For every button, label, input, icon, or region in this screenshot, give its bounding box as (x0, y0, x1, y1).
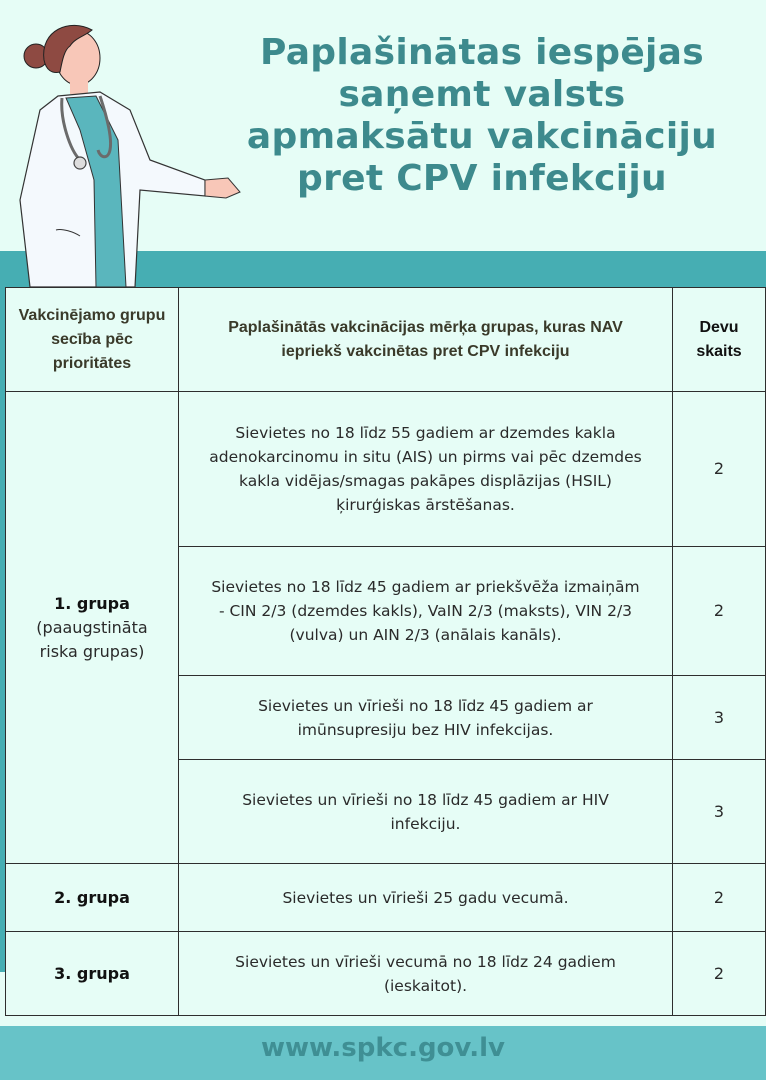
group-description: Sievietes un vīrieši 25 gadu vecumā. (179, 864, 673, 932)
group-description: Sievietes un vīrieši no 18 līdz 45 gadiem ar imūnsupresiju bez HIV infekcijas. (179, 676, 673, 760)
table-row (6, 864, 766, 932)
table-row (6, 392, 766, 547)
footer (0, 1026, 766, 1080)
header-dose-count: Devu skaits (673, 288, 766, 392)
group-note: (paaugstināta riska grupas) (36, 617, 148, 661)
dose-count: 2 (673, 932, 766, 1016)
page-title (222, 32, 742, 200)
group-name: 1. grupa (54, 593, 130, 613)
group-description: Sievietes un vīrieši no 18 līdz 45 gadiem ar HIV infekciju. (179, 760, 673, 864)
footer-url[interactable]: www.spkc.gov.lv (261, 1033, 505, 1063)
group-name: 3. grupa (54, 963, 130, 983)
vaccination-groups-table (5, 287, 766, 1016)
title-line: Paplašinātas iespējas (260, 32, 704, 73)
dose-count: 2 (673, 547, 766, 676)
group-cell-1 (6, 392, 179, 864)
title-line: apmaksātu vakcināciju (246, 116, 718, 157)
group-description: Sievietes un vīrieši vecumā no 18 līdz 24 gadiem (ieskaitot). (179, 932, 673, 1016)
header-priority-order: Vakcinējamo grupu secība pēc prioritātes (6, 288, 179, 392)
table-header-row (6, 288, 766, 392)
group-description: Sievietes no 18 līdz 45 gadiem ar priekšvēža izmaiņām - CIN 2/3 (dzemdes kakls), VaIN 2/3 (maksts), VIN 2/3 (vulva) un AIN 2/3 (anālais kanāls). (179, 547, 673, 676)
table-row (6, 932, 766, 1016)
doctor-illustration (0, 0, 250, 290)
group-cell-2 (6, 864, 179, 932)
dose-count: 2 (673, 392, 766, 547)
group-name: 2. grupa (54, 887, 130, 907)
dose-count: 3 (673, 760, 766, 864)
title-line: saņemt valsts (338, 74, 626, 115)
title-line: pret CPV infekciju (297, 158, 667, 199)
header-target-groups: Paplašinātās vakcinācijas mērķa grupas, kuras NAV iepriekš vakcinētas pret CPV infekciju (179, 288, 673, 392)
group-cell-3 (6, 932, 179, 1016)
group-description: Sievietes no 18 līdz 55 gadiem ar dzemdes kakla adenokarcinomu in situ (AIS) un pirms vai pēc dzemdes kakla vidējas/smagas pakāpes displāzijas (HSIL) ķirurģiskas ārstēšanas. (179, 392, 673, 547)
dose-count: 3 (673, 676, 766, 760)
dose-count: 2 (673, 864, 766, 932)
